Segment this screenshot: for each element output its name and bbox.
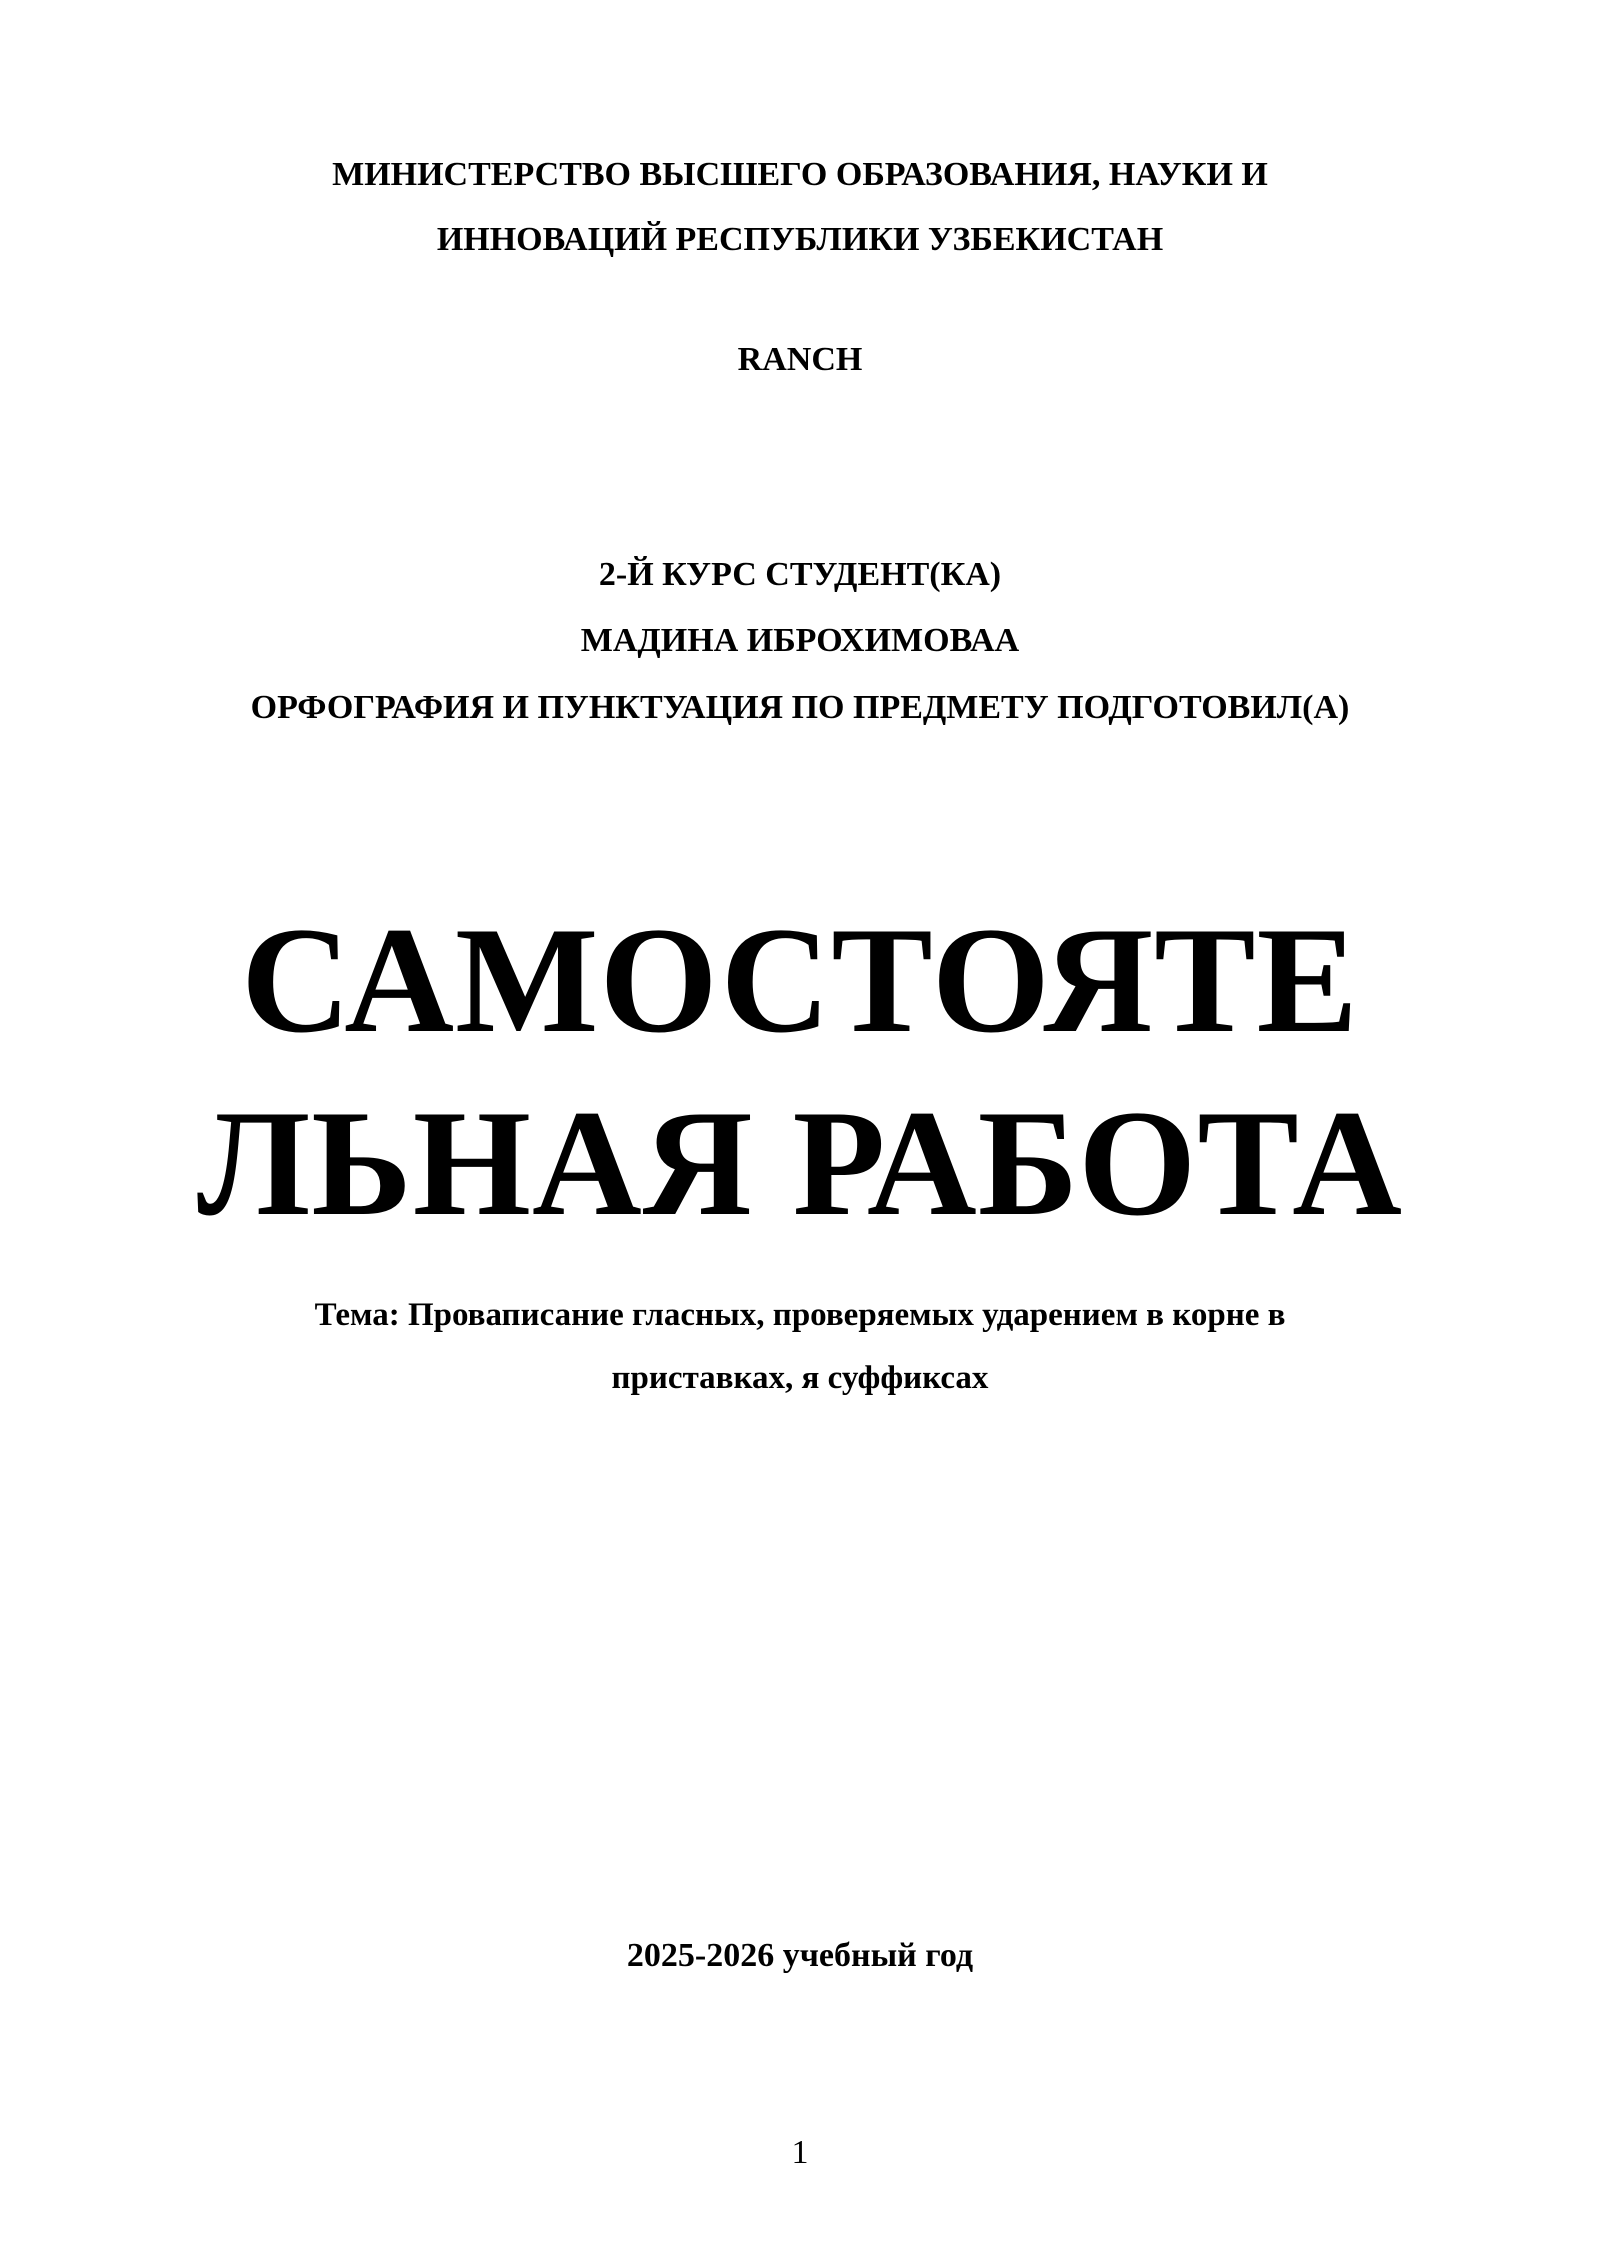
topic-line-2: приставках, я суффиксах (611, 1360, 989, 1396)
academic-year: 2025-2026 учебный год (626, 1937, 974, 1974)
page-number: 1 (791, 2134, 809, 2171)
student-course: 2-Й КУРС СТУДЕНТ(КА) (598, 556, 1002, 593)
institution-name: RANCH (737, 341, 863, 378)
subject-line: ОРФОГРАФИЯ И ПУНКТУАЦИЯ ПО ПРЕДМЕТУ ПОДГОТОВИЛ(А) (250, 689, 1350, 726)
ministry-line-1: МИНИСТЕРСТВО ВЫСШЕГО ОБРАЗОВАНИЯ, НАУКИ И (332, 156, 1268, 193)
ministry-line-2: ИННОВАЦИЙ РЕСПУБЛИКИ УЗБЕКИСТАН (436, 221, 1164, 258)
title-line-1: САМОСТОЯТЕ (241, 896, 1359, 1064)
topic-line-1: Тема: Проваписание гласных, проверяемых ударением в корне в (314, 1297, 1286, 1333)
student-name: МАДИНА ИБРОХИМОВАА (580, 622, 1020, 659)
title-line-2: ЛЬНАЯ РАБОТА (197, 1079, 1403, 1247)
